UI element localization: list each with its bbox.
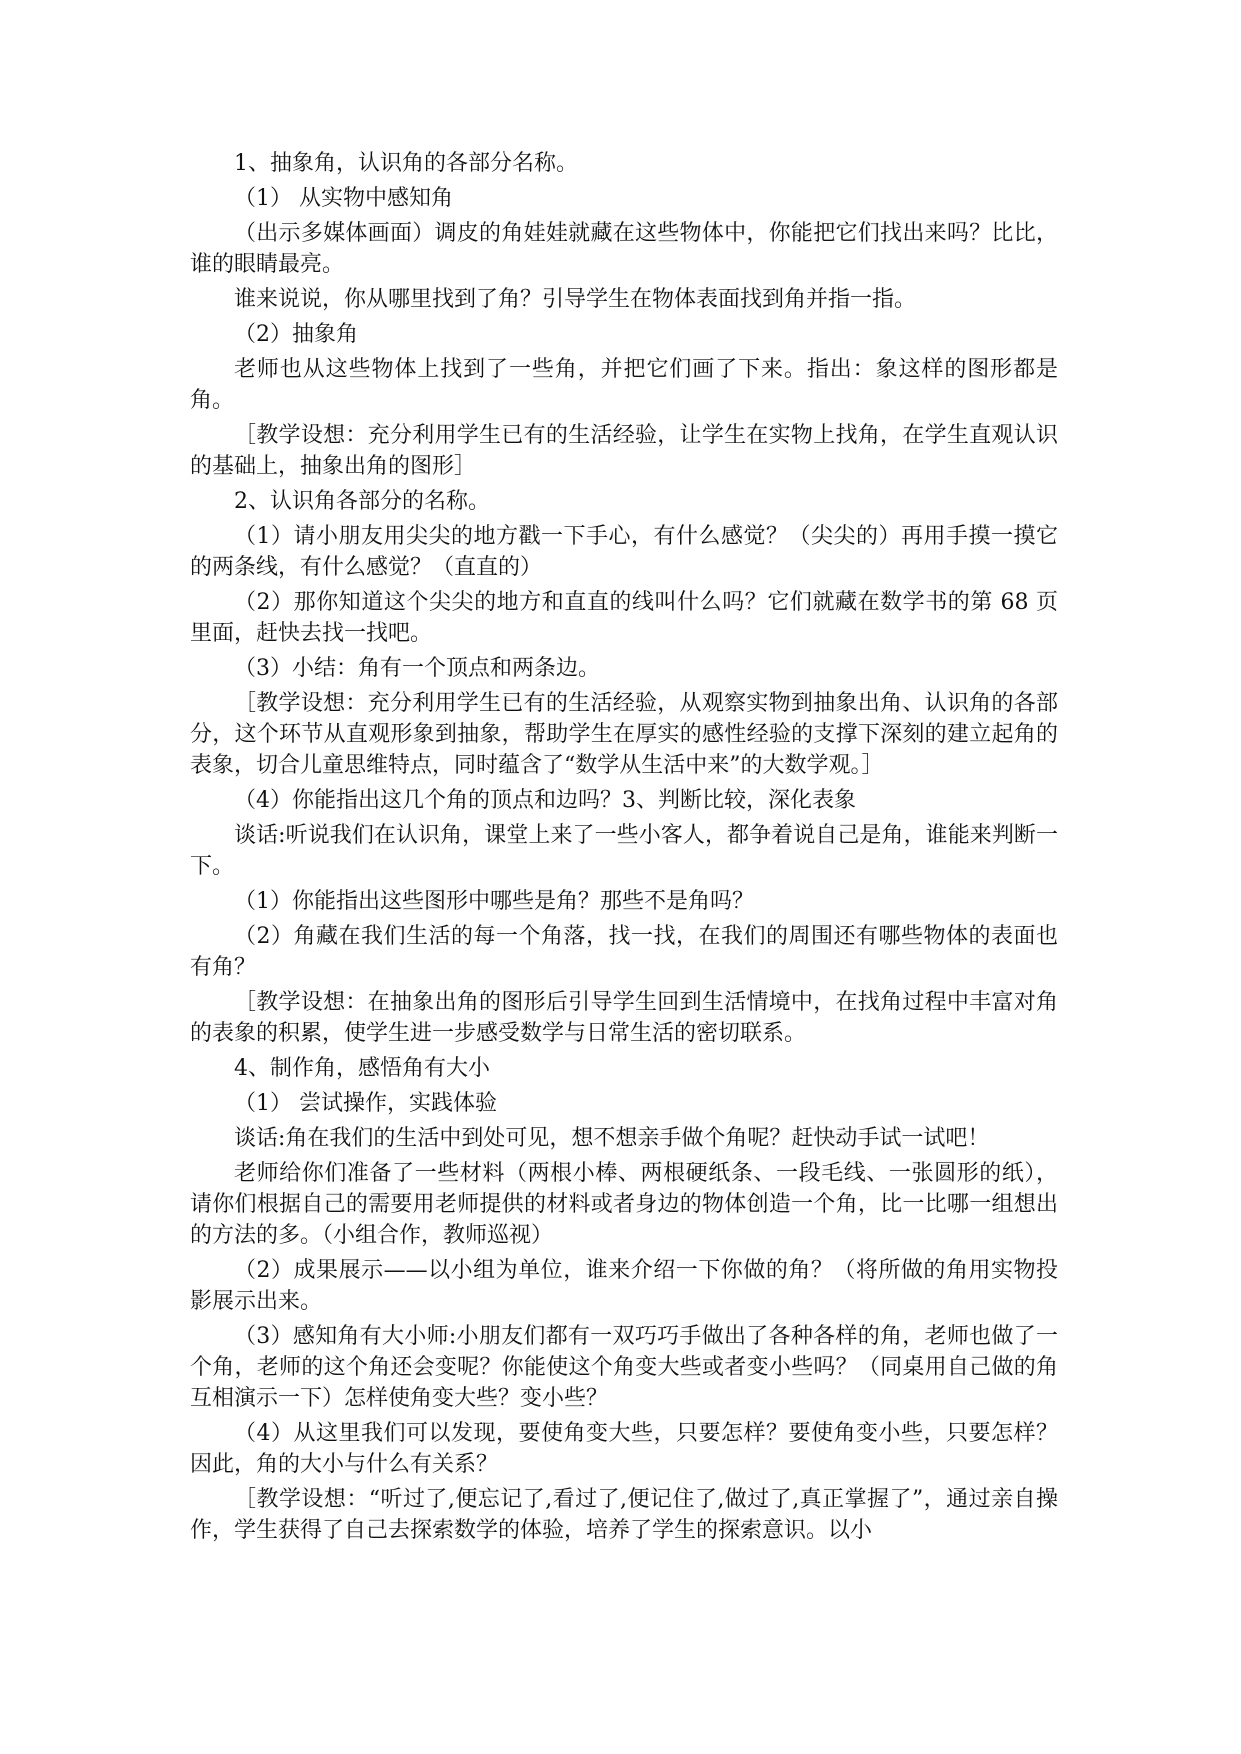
subheading: （1） 尝试操作，实践体验 bbox=[234, 1091, 497, 1116]
paragraph: 谁来说说，你从哪里找到了角？引导学生在物体表面找到角并指一指。 bbox=[234, 287, 917, 312]
section-heading-2: 2、认识角各部分的名称。 bbox=[234, 489, 490, 514]
paragraph: （2）角藏在我们生活的每一个角落，找一找，在我们的周围还有哪些物体的表面也有角？ bbox=[190, 924, 1058, 980]
teaching-note: ［教学设想：在抽象出角的图形后引导学生回到生活情境中，在找角过程中丰富对角的表象的积累，使学生进一步感受数学与日常生活的密切联系。 bbox=[190, 990, 1058, 1046]
paragraph: （出示多媒体画面）调皮的角娃娃就藏在这些物体中，你能把它们找出来吗？比比，谁的眼睛最亮。 bbox=[190, 221, 1058, 277]
subheading: （1） 从实物中感知角 bbox=[234, 186, 453, 211]
teaching-note: ［教学设想：充分利用学生已有的生活经验，让学生在实物上找角，在学生直观认识的基础上，抽象出角的图形］ bbox=[190, 423, 1058, 479]
paragraph: （1）请小朋友用尖尖的地方戳一下手心，有什么感觉？（尖尖的）再用手摸一摸它的两条线，有什么感觉？（直直的） bbox=[190, 524, 1058, 580]
paragraph: （2）成果展示——以小组为单位，谁来介绍一下你做的角？（将所做的角用实物投影展示出来。 bbox=[190, 1258, 1058, 1314]
section-heading-4: 4、制作角，感悟角有大小 bbox=[234, 1056, 490, 1081]
paragraph: 老师也从这些物体上找到了一些角，并把它们画了下来。指出：象这样的图形都是角。 bbox=[190, 357, 1058, 413]
paragraph: 谈话:听说我们在认识角，课堂上来了一些小客人，都争着说自己是角，谁能来判断一下。 bbox=[190, 823, 1058, 879]
paragraph: （2）那你知道这个尖尖的地方和直直的线叫什么吗？它们就藏在数学书的第 68 页里面，赶快去找一找吧。 bbox=[190, 590, 1058, 646]
document-body bbox=[190, 148, 1058, 1550]
paragraph: （3）小结：角有一个顶点和两条边。 bbox=[234, 656, 600, 681]
paragraph: 谈话:角在我们的生活中到处可见，想不想亲手做个角呢？赶快动手试一试吧！ bbox=[234, 1126, 990, 1151]
teaching-note: ［教学设想：充分利用学生已有的生活经验，从观察实物到抽象出角、认识角的各部分，这个环节从直观形象到抽象，帮助学生在厚实的感性经验的支撑下深刻的建立起角的表象，切合儿童思维特点，同时蕴含了“数学从生活中来”的大数学观。］ bbox=[190, 691, 1058, 778]
paragraph: （1）你能指出这些图形中哪些是角？那些不是角吗？ bbox=[234, 889, 754, 914]
paragraph: （4）你能指出这几个角的顶点和边吗？3、判断比较，深化表象 bbox=[234, 788, 856, 813]
section-heading-1: 1、抽象角，认识角的各部分名称。 bbox=[234, 151, 578, 176]
paragraph: 老师给你们准备了一些材料（两根小棒、两根硬纸条、一段毛线、一张圆形的纸），请你们根据自己的需要用老师提供的材料或者身边的物体创造一个角，比一比哪一组想出的方法的多。（小组合作，教师巡视） bbox=[190, 1161, 1058, 1248]
paragraph: （4）从这里我们可以发现，要使角变大些，只要怎样？要使角变小些，只要怎样？因此，角的大小与什么有关系？ bbox=[190, 1421, 1058, 1477]
teaching-note: ［教学设想：“听过了,便忘记了,看过了,便记住了,做过了,真正掌握了”，通过亲自操作，学生获得了自己去探索数学的体验，培养了学生的探索意识。以小 bbox=[190, 1487, 1058, 1543]
subheading: （2）抽象角 bbox=[234, 322, 358, 347]
paragraph: （3）感知角有大小师:小朋友们都有一双巧巧手做出了各种各样的角，老师也做了一个角，老师的这个角还会变呢？你能使这个角变大些或者变小些吗？（同桌用自己做的角互相演示一下）怎样使角变大些？变小些？ bbox=[190, 1324, 1058, 1411]
